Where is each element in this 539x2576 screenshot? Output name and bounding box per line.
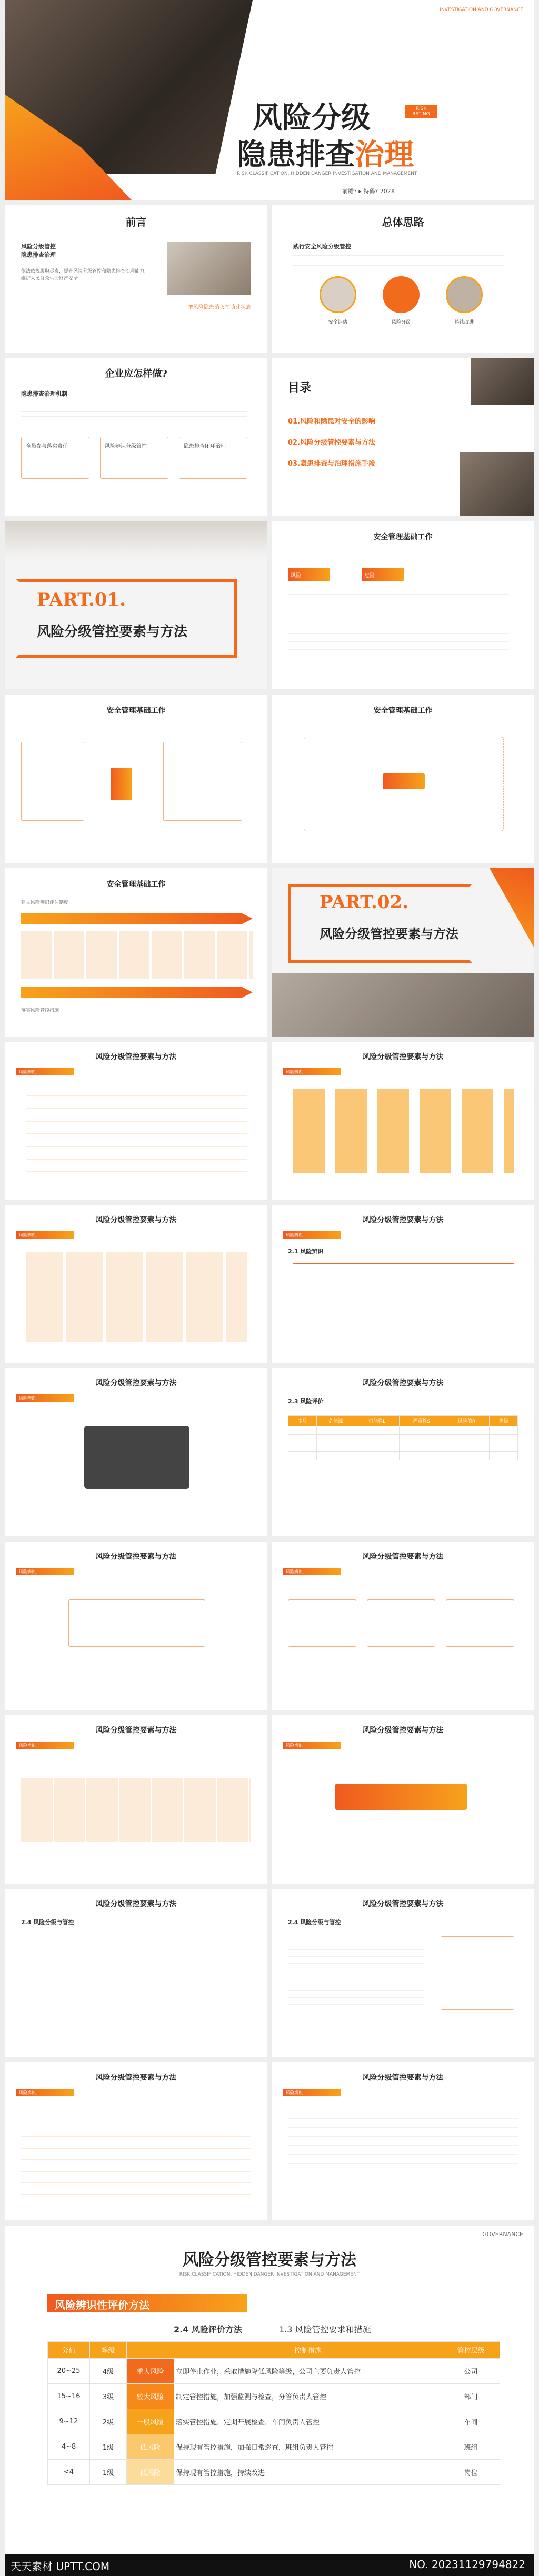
slide-part02 bbox=[272, 868, 534, 1037]
cover-header: INVESTIGATION AND GOVERNANCE bbox=[440, 7, 523, 13]
card-2 bbox=[367, 1599, 435, 1647]
how-box-2: 风险辨识分级管控 bbox=[100, 437, 168, 479]
table-header: 风险值R bbox=[444, 1416, 489, 1426]
part01-label: PART.01. bbox=[37, 589, 126, 610]
card-3 bbox=[446, 1599, 514, 1647]
cell-level: 1级 bbox=[90, 2460, 127, 2485]
risk-level-table bbox=[47, 2341, 500, 2485]
laptop-illustration bbox=[84, 1426, 189, 1489]
approach-circle-1 bbox=[320, 276, 356, 313]
watermark-bar bbox=[5, 2554, 534, 2576]
basics4-note-2: 落实风险管控措施 bbox=[21, 1008, 59, 1013]
part02-accent bbox=[471, 868, 534, 947]
bottom-en: RISK CLASSIFICATION, HIDDEN DANGER INVESTIGATION AND MANAGEMENT bbox=[179, 2272, 360, 2277]
cover-subtitle: RISK CLASSIFICATION, HIDDEN DANGER INVESTIGATION AND MANAGEMENT bbox=[237, 171, 417, 176]
table-header: 可能性L bbox=[355, 1416, 399, 1426]
cell-control: 班组 bbox=[442, 2434, 500, 2460]
slide-title: 风险分级管控要素与方法 bbox=[362, 1553, 444, 1561]
section-subtitle: 2.3 风险评价 bbox=[288, 1398, 324, 1405]
table-header: 分值 bbox=[48, 2342, 90, 2359]
slide-title: 风险分级管控要素与方法 bbox=[95, 1553, 177, 1561]
slide-title: 前言 bbox=[125, 216, 147, 228]
slide-title: 安全管理基础工作 bbox=[106, 880, 166, 889]
toc-title: 目录 bbox=[288, 381, 312, 395]
section-tag: 风险辨识 bbox=[283, 1742, 341, 1749]
slide-sec-13 bbox=[5, 2062, 267, 2220]
how-heading: 隐患排查治理机制 bbox=[21, 390, 67, 397]
cell-control: 车间 bbox=[442, 2409, 500, 2434]
table-sketch bbox=[288, 2110, 518, 2205]
slide-toc bbox=[272, 358, 534, 516]
pdca-core bbox=[383, 773, 425, 789]
diagram-center bbox=[111, 768, 132, 800]
slide-title: 风险分级管控要素与方法 bbox=[362, 1900, 444, 1908]
slide-title: 安全管理基础工作 bbox=[106, 707, 166, 715]
slide-sec-6 bbox=[272, 1368, 534, 1536]
slide-title: 风险分级管控要素与方法 bbox=[362, 1053, 444, 1061]
section-tag: 风险辨识 bbox=[16, 1068, 74, 1075]
preface-photo bbox=[167, 242, 251, 295]
table-row bbox=[48, 2384, 500, 2409]
approach-label-2: 风险分级 bbox=[391, 320, 411, 325]
cover-badge: RISK RATING bbox=[405, 105, 437, 118]
table-row bbox=[48, 2460, 500, 2485]
diagram-box-left bbox=[21, 742, 84, 821]
cell-control: 公司 bbox=[442, 2359, 500, 2384]
text-block bbox=[288, 1936, 425, 2020]
table-header-row bbox=[48, 2342, 500, 2359]
cover-title-1: 风险分级 bbox=[253, 100, 371, 135]
cell-desc: 保持现有管控措施，加强日常巡查，班组负责人管控 bbox=[174, 2434, 442, 2460]
evaluation-table bbox=[288, 1415, 518, 1460]
cell-name: 重大风险 bbox=[127, 2359, 174, 2384]
how-box-1: 全员参与落实责任 bbox=[21, 437, 89, 479]
cell-level: 4级 bbox=[90, 2359, 127, 2384]
bottom-left-title: 2.4 风险评价方法 bbox=[174, 2325, 242, 2334]
section-subtitle: 2.4 风险分级与管控 bbox=[288, 1919, 341, 1926]
table-header: 等级 bbox=[90, 2342, 127, 2359]
slide-sec-8 bbox=[272, 1542, 534, 1710]
table-sketch bbox=[21, 2126, 251, 2199]
toc-photo-top bbox=[471, 358, 534, 405]
arrow-grid bbox=[21, 931, 253, 979]
cell-level: 1级 bbox=[90, 2434, 127, 2460]
approach-circle-2 bbox=[383, 276, 420, 313]
cell-name: 低风险 bbox=[127, 2460, 174, 2485]
slide-sec-7 bbox=[5, 1542, 267, 1710]
slide-sec-11 bbox=[5, 1889, 267, 2057]
slide-sec-10 bbox=[272, 1715, 534, 1884]
slide-title: 风险分级管控要素与方法 bbox=[95, 2074, 177, 2082]
part02-title: 风险分级管控要素与方法 bbox=[320, 926, 458, 941]
cell-level: 2级 bbox=[90, 2409, 127, 2434]
section-tag: 风险辨识 bbox=[16, 1568, 74, 1575]
section-tag: 风险辨识 bbox=[283, 1231, 341, 1239]
part01-photo bbox=[5, 521, 267, 558]
slide-sec-9 bbox=[5, 1715, 267, 1884]
card-1 bbox=[288, 1599, 356, 1647]
slide-sec-12 bbox=[272, 1889, 534, 2057]
slide-title: 风险分级管控要素与方法 bbox=[95, 1900, 177, 1908]
slide-basics-2 bbox=[5, 695, 267, 863]
slide-basics-4 bbox=[5, 868, 267, 1037]
slide-how bbox=[5, 358, 267, 516]
table-header: 管控层级 bbox=[442, 2342, 500, 2359]
table-header-row bbox=[288, 1416, 518, 1426]
slide-title: 企业应怎样做? bbox=[105, 368, 167, 379]
part02-photo bbox=[272, 973, 534, 1037]
diagram-box-right bbox=[163, 742, 242, 821]
preface-body: 依法依规履职尽责，提升风险分级管控和隐患排查治理能力，维护人民群众生命财产安全。 bbox=[21, 269, 149, 281]
cell-name: 较大风险 bbox=[127, 2384, 174, 2409]
cover-title-2a: 隐患排查 bbox=[237, 137, 355, 172]
slide-title: 安全管理基础工作 bbox=[373, 533, 433, 541]
toc-item-3[interactable]: 03.隐患排查与治理措施手段 bbox=[288, 460, 376, 468]
slide-sec-4 bbox=[272, 1205, 534, 1363]
watermark-right: NO. 20231129794822 bbox=[409, 2558, 525, 2571]
slide-title: 风险分级管控要素与方法 bbox=[95, 1216, 177, 1224]
cell-score: 4~8 bbox=[48, 2434, 90, 2460]
side-box bbox=[441, 1936, 514, 2010]
method-box bbox=[68, 1599, 205, 1647]
table-header: 等级 bbox=[490, 1416, 518, 1426]
toc-photo-bottom bbox=[460, 452, 534, 516]
toc-item-2[interactable]: 02.风险分级管控要素与方法 bbox=[288, 439, 376, 447]
bottom-governance: GOVERNANCE bbox=[482, 2231, 523, 2238]
cell-desc: 制定管控措施，加强监测与检查，分管负责人管控 bbox=[174, 2384, 442, 2409]
slide-title: 风险分级管控要素与方法 bbox=[95, 1053, 177, 1061]
approach-text-lines bbox=[293, 255, 504, 266]
table-row bbox=[288, 1426, 518, 1435]
slide-title: 风险分级管控要素与方法 bbox=[362, 2074, 444, 2082]
arrow-row-2 bbox=[21, 987, 253, 998]
arrow-row-1 bbox=[21, 913, 253, 924]
slide-approach bbox=[272, 205, 534, 353]
table-header: 危险源 bbox=[316, 1416, 355, 1426]
table-header: 控制措施 bbox=[174, 2342, 442, 2359]
section-tag: 风险辨识 bbox=[283, 2089, 341, 2096]
slide-part01 bbox=[5, 521, 267, 689]
slide-title: 总体思路 bbox=[382, 216, 424, 228]
part02-label: PART.02. bbox=[320, 892, 409, 913]
bullet-list bbox=[111, 1936, 253, 2036]
slide-sec-1 bbox=[5, 1042, 267, 1200]
slide-sec-5 bbox=[5, 1368, 267, 1536]
approach-label-3: 持续改进 bbox=[454, 320, 474, 325]
flow-box-1: 风险 bbox=[288, 568, 330, 581]
section-subtitle: 2.1 风险辨识 bbox=[288, 1248, 324, 1255]
cell-score: 15~16 bbox=[48, 2384, 90, 2409]
cell-score: <4 bbox=[48, 2460, 90, 2485]
table-row bbox=[288, 1443, 518, 1452]
cell-control: 部门 bbox=[442, 2384, 500, 2409]
table-row bbox=[288, 1435, 518, 1443]
slide-basics-3 bbox=[272, 695, 534, 863]
part01-title: 风险分级管控要素与方法 bbox=[37, 624, 188, 640]
slide-title: 风险分级管控要素与方法 bbox=[362, 1726, 444, 1735]
section-tag: 风险辨识 bbox=[16, 1231, 74, 1239]
preface-quote: 把风险隐患消灭在萌芽状态 bbox=[188, 305, 251, 310]
section-subtitle: 2.4 风险分级与管控 bbox=[21, 1919, 74, 1926]
section-tag: 风险辨识 bbox=[16, 2089, 74, 2096]
toc-item-1[interactable]: 01.风险和隐患对安全的影响 bbox=[288, 418, 376, 426]
preface-heading: 风险分级管控 隐患排查治理 bbox=[21, 243, 56, 258]
cell-name: 低风险 bbox=[127, 2434, 174, 2460]
table-row bbox=[48, 2409, 500, 2434]
how-box-3: 隐患排查闭环治理 bbox=[179, 437, 247, 479]
slide-sec-3 bbox=[5, 1205, 267, 1363]
table-row bbox=[288, 1452, 518, 1460]
section-tag: 风险辨识 bbox=[16, 1742, 74, 1749]
slide-sec-2 bbox=[272, 1042, 534, 1200]
table-header bbox=[127, 2342, 174, 2359]
table-header: 严重性S bbox=[399, 1416, 444, 1426]
table-row bbox=[48, 2359, 500, 2384]
highlight-box bbox=[335, 1784, 467, 1810]
flow-lines bbox=[288, 587, 509, 650]
table-row bbox=[48, 2434, 500, 2460]
process-diagram bbox=[26, 1252, 247, 1342]
slide-title: 风险分级管控要素与方法 bbox=[362, 1216, 444, 1224]
cell-desc: 立即停止作业，采取措施降低风险等级，公司主要负责人管控 bbox=[174, 2359, 442, 2384]
cell-level: 3级 bbox=[90, 2384, 127, 2409]
cover-slide bbox=[5, 0, 534, 200]
tree-diagram bbox=[26, 1084, 247, 1184]
flow-box-2: 危险 bbox=[362, 568, 404, 581]
slide-title: 风险分级管控要素与方法 bbox=[95, 1379, 177, 1387]
bottom-title: 风险分级管控要素与方法 bbox=[183, 2251, 356, 2269]
slide-sec-14 bbox=[272, 2062, 534, 2220]
approach-label-1: 安全评估 bbox=[328, 320, 347, 325]
how-lines bbox=[21, 402, 247, 424]
org-chart bbox=[293, 1089, 514, 1173]
section-tag: 风险辨识 bbox=[283, 1568, 341, 1575]
approach-heading: 践行安全风险分级管控 bbox=[293, 243, 351, 250]
section-tag: 风险辨识 bbox=[16, 1394, 74, 1402]
cell-desc: 保持现有管控措施，持续改进 bbox=[174, 2460, 442, 2485]
watermark-left: 天天素材 UPTT.COM bbox=[11, 2560, 110, 2573]
cover-title-2b: 治理 bbox=[355, 137, 414, 172]
table-header: 序号 bbox=[288, 1416, 317, 1426]
cell-name: 一般风险 bbox=[127, 2409, 174, 2434]
cell-control: 岗位 bbox=[442, 2460, 500, 2485]
slide-preface bbox=[5, 205, 267, 353]
slide-title: 风险分级管控要素与方法 bbox=[362, 1379, 444, 1387]
cell-score: 9~12 bbox=[48, 2409, 90, 2434]
approach-circle-3 bbox=[446, 276, 483, 313]
tree-2 bbox=[293, 1263, 514, 1342]
basics4-note-1: 建立风险辨识评估制度 bbox=[21, 900, 69, 905]
cover-meta: 前瞻? ▸ 特码? 202X bbox=[342, 188, 395, 195]
section-tag: 风险辨识 bbox=[283, 1068, 341, 1075]
matrix-grid bbox=[21, 1778, 251, 1842]
slide-title: 安全管理基础工作 bbox=[373, 707, 433, 715]
slide-title: 风险分级管控要素与方法 bbox=[95, 1726, 177, 1735]
slide-bottom bbox=[5, 2226, 534, 2576]
cell-score: 20~25 bbox=[48, 2359, 90, 2384]
bottom-tag: 风险辨识性评价方法 bbox=[47, 2294, 247, 2312]
cover-title-2 bbox=[237, 132, 414, 174]
slide-basics-1 bbox=[272, 521, 534, 689]
cell-desc: 落实管控措施，定期开展检查，车间负责人管控 bbox=[174, 2409, 442, 2434]
bottom-right-title: 1.3 风险管控要求和措施 bbox=[279, 2325, 371, 2334]
